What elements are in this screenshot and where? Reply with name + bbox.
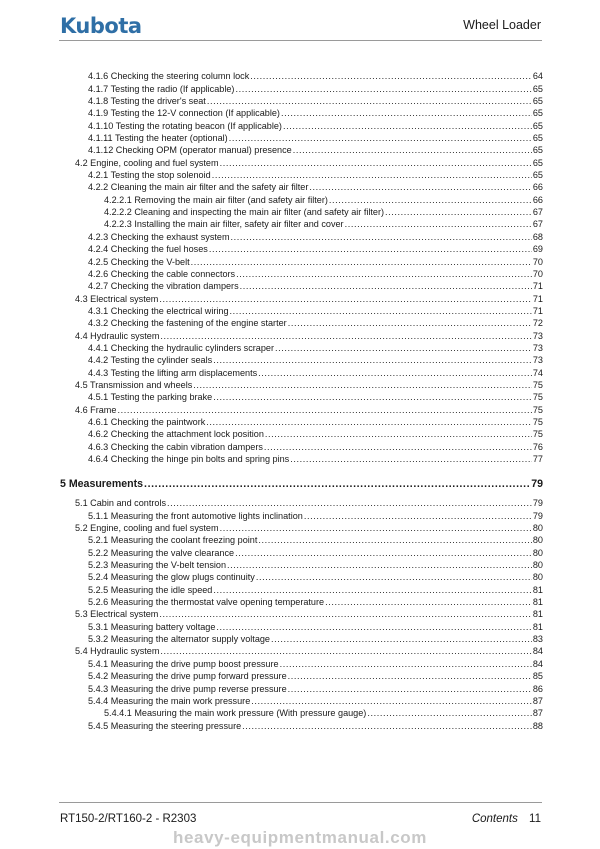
toc-entry[interactable]: [60, 522, 543, 534]
toc-entry-label: 4.6.2 Checking the attachment lock position: [88, 429, 264, 440]
toc-entry-label: 5.2.5 Measuring the idle speed: [88, 584, 213, 595]
toc-dot-leader: [220, 523, 532, 534]
toc-entry-label: 4.2.2.1 Removing the main air filter (and safety air filter): [104, 194, 328, 205]
toc-entry[interactable]: [60, 707, 543, 719]
toc-entry-page: 87: [532, 695, 543, 706]
toc-entry[interactable]: [60, 70, 543, 82]
toc-dot-leader: [159, 609, 531, 620]
toc-entry-page: 80: [532, 535, 543, 546]
toc-entry-page: 85: [532, 671, 543, 682]
toc-entry-page: 81: [532, 584, 543, 595]
toc-entry[interactable]: [60, 497, 543, 509]
toc-entry[interactable]: [60, 206, 543, 218]
toc-dot-leader: [227, 560, 532, 571]
toc-dot-leader: [209, 244, 532, 255]
toc-dot-leader: [144, 477, 530, 491]
toc-dot-leader: [229, 133, 532, 144]
toc-dot-leader: [271, 634, 532, 645]
toc-entry-label: 4.1.12 Checking OPM (operator manual) presence: [88, 145, 292, 156]
toc-dot-leader: [207, 96, 532, 107]
footer-doc-code: RT150-2/RT160-2 - R2303: [60, 813, 197, 825]
toc-entry-page: 75: [532, 392, 543, 403]
toc-dot-leader: [367, 708, 532, 719]
toc-entry-page: 71: [532, 281, 543, 292]
toc-entry[interactable]: [60, 571, 543, 583]
toc-dot-leader: [281, 108, 532, 119]
toc-entry[interactable]: [60, 243, 543, 255]
toc-entry-page: 70: [532, 268, 543, 279]
toc-entry-page: 65: [532, 120, 543, 131]
toc-entry-label: 5.4.5 Measuring the steering pressure: [88, 720, 242, 731]
toc-entry[interactable]: [60, 132, 543, 144]
toc-entry[interactable]: [60, 193, 543, 205]
footer-page-number: 11: [529, 813, 541, 825]
toc-entry-page: 66: [532, 182, 543, 193]
toc-dot-leader: [283, 121, 532, 132]
header-divider: [59, 40, 542, 41]
toc-entry[interactable]: [60, 546, 543, 558]
toc-entry[interactable]: [60, 218, 543, 230]
toc-entry[interactable]: [60, 156, 543, 168]
toc-dot-leader: [258, 368, 532, 379]
toc-entry-label: 4.2.2 Cleaning the main air filter and the safety air filter: [88, 182, 309, 193]
toc-entry-page: 64: [532, 71, 543, 82]
toc-entry-page: 86: [532, 683, 543, 694]
toc-entry-label: 4.6 Frame: [75, 404, 117, 415]
toc-entry-label: 4.3.1 Checking the electrical wiring: [88, 305, 229, 316]
toc-dot-leader: [212, 170, 532, 181]
toc-entry-page: 65: [532, 96, 543, 107]
toc-entry-label: 4.3 Electrical system: [75, 293, 159, 304]
toc-entry-label: 4.2.2.2 Cleaning and inspecting the main air filter (and safety air filter): [104, 207, 385, 218]
toc-entry-label: 5.2.3 Measuring the V-belt tension: [88, 560, 227, 571]
toc-dot-leader: [288, 671, 532, 682]
toc-entry-page: 66: [532, 194, 543, 205]
toc-entry-page: 77: [532, 454, 543, 464]
toc-entry[interactable]: [60, 255, 543, 267]
toc-entry-page: 65: [532, 133, 543, 144]
toc-entry-label: 5.4.2 Measuring the drive pump forward pressure: [88, 671, 287, 682]
toc-entry-label: 4.1.6 Checking the steering column lock: [88, 71, 250, 82]
toc-entry-page: 75: [532, 379, 543, 390]
toc-entry-page: 65: [532, 83, 543, 94]
footer-page-info: [472, 812, 541, 826]
toc-dot-leader: [293, 145, 532, 156]
toc-entry-page: 65: [532, 145, 543, 156]
toc-entry[interactable]: [60, 620, 543, 632]
toc-entry[interactable]: [60, 95, 543, 107]
toc-dot-leader: [213, 355, 532, 366]
toc-entry[interactable]: [60, 453, 543, 465]
toc-dot-leader: [280, 659, 532, 670]
toc-entry-page: 80: [532, 523, 543, 534]
toc-entry-page: 75: [532, 416, 543, 427]
toc-dot-leader: [385, 207, 532, 218]
footer-section-name: Contents: [471, 813, 518, 825]
toc-entry[interactable]: [60, 509, 543, 521]
toc-entry-label: 4.2.6 Checking the cable connectors: [88, 268, 236, 279]
toc-entry[interactable]: [60, 230, 543, 242]
toc-entry-label: 5.3.1 Measuring battery voltage: [88, 621, 216, 632]
toc-entry-page: 76: [532, 441, 543, 452]
toc-entry[interactable]: [60, 428, 543, 440]
toc-entry-page: 87: [532, 708, 543, 719]
toc-entry-label: 4.1.11 Testing the heater (optional): [88, 133, 228, 144]
toc-dot-leader: [288, 318, 532, 329]
toc-entry-label: 4.2.5 Checking the V-belt: [88, 256, 190, 267]
toc-entry-page: 73: [532, 330, 543, 341]
toc-entry[interactable]: [60, 169, 543, 181]
watermark: heavy-equipmentmanual.com: [172, 828, 427, 847]
toc-dot-leader: [329, 195, 532, 206]
toc-entry[interactable]: [60, 107, 543, 119]
toc-entry[interactable]: [60, 82, 543, 94]
toc-dot-leader: [213, 392, 532, 403]
toc-dot-leader: [167, 498, 532, 509]
toc-dot-leader: [231, 232, 532, 243]
toc-entry-page: 69: [532, 244, 543, 255]
toc-entry-page: 75: [532, 429, 543, 440]
toc-entry-label: 5.2.2 Measuring the valve clearance: [88, 547, 235, 558]
toc-entry[interactable]: [60, 633, 543, 645]
toc-entry-label: 4.1.8 Testing the driver's seat: [88, 96, 206, 107]
toc-entry-label: 4.1.9 Testing the 12-V connection (If applicable): [88, 108, 280, 119]
toc-entry-label: 5.2.6 Measuring the thermostat valve opening temperature: [88, 597, 325, 608]
toc-entry[interactable]: [60, 440, 543, 452]
toc-dot-leader: [325, 597, 532, 608]
toc-entry[interactable]: [60, 645, 543, 657]
toc-entry-page: 67: [532, 219, 543, 230]
toc-entry-page: 73: [532, 342, 543, 353]
table-of-contents: [60, 70, 543, 732]
toc-entry[interactable]: [60, 695, 543, 707]
toc-entry[interactable]: [60, 317, 543, 329]
toc-entry[interactable]: [60, 144, 543, 156]
toc-dot-leader: [160, 646, 531, 657]
toc-dot-leader: [159, 294, 531, 305]
toc-entry-label: 5.4.4.1 Measuring the main work pressure (With pressure gauge): [104, 708, 367, 719]
toc-entry-page: 74: [532, 367, 543, 378]
toc-entry[interactable]: [60, 596, 543, 608]
toc-entry-page: 80: [532, 547, 543, 558]
toc-dot-leader: [288, 684, 532, 695]
toc-dot-leader: [160, 331, 531, 342]
toc-dot-leader: [309, 182, 531, 193]
toc-entry-label: 4.2.2.3 Installing the main air filter, safety air filter and cover: [104, 219, 344, 230]
toc-dot-leader: [216, 622, 531, 633]
toc-entry-label: 4.3.2 Checking the fastening of the engine starter: [88, 318, 287, 329]
toc-entry-page: 71: [532, 293, 543, 304]
toc-entry-label: 4.2 Engine, cooling and fuel system: [75, 157, 219, 168]
toc-entry-label: 4.2.4 Checking the fuel hoses: [88, 244, 208, 255]
toc-dot-leader: [220, 158, 532, 169]
toc-dot-leader: [193, 380, 532, 391]
document-title: Wheel Loader: [463, 18, 541, 32]
toc-entry-page: 79: [532, 498, 543, 509]
toc-entry-page: 79: [532, 510, 543, 521]
toc-entry-label: 4.1.10 Testing the rotating beacon (If applicable): [88, 120, 282, 131]
toc-entry[interactable]: [60, 366, 543, 378]
toc-entry-label: 5.2 Engine, cooling and fuel system: [75, 523, 219, 534]
toc-dot-leader: [256, 572, 532, 583]
toc-entry-label: 5.2.4 Measuring the glow plugs continuity: [88, 572, 255, 583]
footer-divider: [59, 802, 542, 803]
toc-dot-leader: [258, 535, 532, 546]
toc-entry-page: 73: [532, 355, 543, 366]
toc-entry[interactable]: [60, 608, 543, 620]
toc-dot-leader: [251, 696, 532, 707]
toc-dot-leader: [240, 281, 532, 292]
toc-entry-page: 81: [532, 597, 543, 608]
toc-dot-leader: [230, 306, 532, 317]
toc-entry-page: 67: [532, 207, 543, 218]
toc-dot-leader: [191, 257, 532, 268]
toc-entry-label: 4.2.3 Checking the exhaust system: [88, 231, 230, 242]
toc-dot-leader: [265, 429, 532, 440]
toc-entry[interactable]: [60, 682, 543, 694]
toc-entry-label: 5.4.3 Measuring the drive pump reverse pressure: [88, 683, 287, 694]
toc-entry-label: 4.4 Hydraulic system: [75, 330, 160, 341]
toc-entry-page: 72: [532, 318, 543, 329]
toc-entry[interactable]: [60, 583, 543, 595]
toc-dot-leader: [235, 548, 532, 559]
toc-entry[interactable]: [60, 119, 543, 131]
toc-entry-page: 70: [532, 256, 543, 267]
toc-entry-label: 4.5 Transmission and wheels: [75, 379, 193, 390]
toc-entry-page: 81: [532, 621, 543, 632]
toc-entry[interactable]: [60, 670, 543, 682]
toc-entry-label: 5.4.4 Measuring the main work pressure: [88, 695, 251, 706]
toc-entry-label: 4.6.4 Checking the hinge pin bolts and spring pins: [88, 454, 290, 464]
toc-entry-label: 4.2.7 Checking the vibration dampers: [88, 281, 239, 292]
toc-entry[interactable]: [60, 719, 543, 731]
toc-entry-label: 4.6.3 Checking the cabin vibration dampers: [88, 441, 263, 452]
toc-dot-leader: [304, 511, 532, 522]
toc-entry[interactable]: [60, 354, 543, 366]
toc-entry-label: 4.2.1 Testing the stop solenoid: [88, 170, 211, 181]
toc-entry-label: 4.4.3 Testing the lifting arm displacements: [88, 367, 258, 378]
toc-entry-page: 71: [532, 305, 543, 316]
toc-entry-label: 4.4.2 Testing the cylinder seals: [88, 355, 213, 366]
toc-dot-leader: [117, 405, 531, 416]
toc-dot-leader: [264, 442, 532, 453]
toc-entry-page: 83: [532, 634, 543, 645]
toc-entry[interactable]: [60, 181, 543, 193]
toc-dot-leader: [250, 71, 532, 82]
toc-entry-label: 5.3.2 Measuring the alternator supply voltage: [88, 634, 270, 645]
toc-entry[interactable]: [60, 416, 543, 428]
page-header: [0, 0, 600, 50]
toc-entry-page: 65: [532, 170, 543, 181]
toc-entry[interactable]: [60, 559, 543, 571]
toc-dot-leader: [236, 269, 532, 280]
toc-entry-label: 5.3 Electrical system: [75, 609, 159, 620]
brand-logo: Kubota: [60, 14, 142, 38]
toc-entry-label: 5.1.1 Measuring the front automotive lights inclination: [88, 510, 303, 521]
toc-entry-page: 81: [532, 609, 543, 620]
toc-dot-leader: [290, 454, 532, 465]
toc-entry-label: 4.1.7 Testing the radio (If applicable): [88, 83, 235, 94]
toc-entry[interactable]: [60, 329, 543, 341]
toc-entry-label: 4.4.1 Checking the hydraulic cylinders scraper: [88, 342, 275, 353]
toc-entry-label: 5.2.1 Measuring the coolant freezing point: [88, 535, 258, 546]
toc-entry-page: 68: [532, 231, 543, 242]
toc-entry-label: 5.1 Cabin and controls: [75, 498, 166, 509]
toc-dot-leader: [213, 585, 532, 596]
toc-entry[interactable]: [60, 657, 543, 669]
toc-entry-page: 65: [532, 108, 543, 119]
toc-entry-page: 79: [531, 478, 543, 490]
toc-entry[interactable]: [60, 391, 543, 403]
toc-dot-leader: [345, 219, 532, 230]
toc-dot-leader: [235, 84, 531, 95]
toc-entry[interactable]: [60, 534, 543, 546]
toc-entry[interactable]: [60, 292, 543, 304]
toc-dot-leader: [206, 417, 532, 428]
toc-entry-label: 4.5.1 Testing the parking brake: [88, 392, 213, 403]
toc-entry-page: 84: [532, 646, 543, 657]
toc-entry-page: 88: [532, 720, 543, 731]
toc-chapter-entry[interactable]: [60, 476, 543, 491]
toc-dot-leader: [242, 721, 532, 732]
toc-dot-leader: [275, 343, 532, 354]
toc-entry[interactable]: [60, 268, 543, 280]
toc-entry-page: 75: [532, 404, 543, 415]
toc-entry-page: 80: [532, 572, 543, 583]
toc-entry[interactable]: [60, 342, 543, 354]
toc-entry[interactable]: [60, 379, 543, 391]
toc-entry-label: 4.6.1 Checking the paintwork: [88, 416, 206, 427]
toc-entry[interactable]: [60, 305, 543, 317]
toc-entry-page: 84: [532, 658, 543, 669]
toc-entry-page: 65: [532, 157, 543, 168]
toc-entry-page: 80: [532, 560, 543, 571]
toc-entry[interactable]: [60, 280, 543, 292]
toc-entry-label: 5 Measurements: [60, 478, 144, 490]
toc-entry[interactable]: [60, 403, 543, 415]
toc-entry-label: 5.4.1 Measuring the drive pump boost pressure: [88, 658, 279, 669]
toc-entry-label: 5.4 Hydraulic system: [75, 646, 160, 657]
